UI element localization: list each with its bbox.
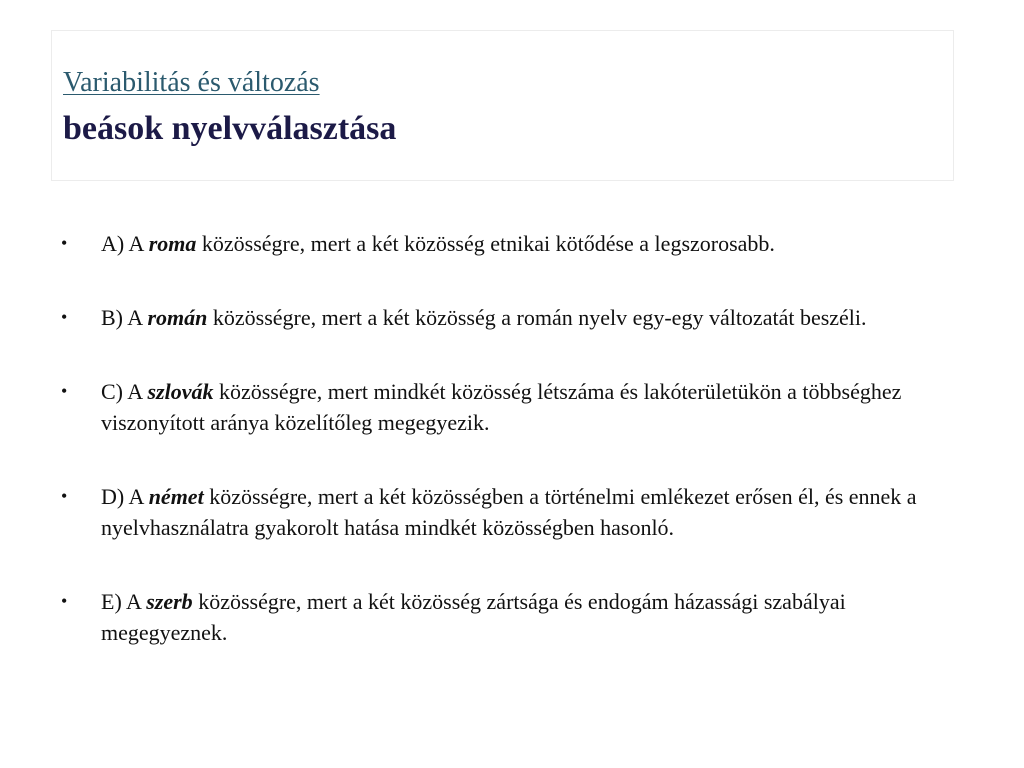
option-emphasis: szerb <box>146 589 193 614</box>
option-emphasis: roma <box>148 231 197 256</box>
option-prefix: D) A <box>101 484 144 509</box>
answer-option-e[interactable] <box>61 586 961 648</box>
answer-option-c[interactable] <box>61 376 961 438</box>
answer-option-a[interactable] <box>61 228 961 259</box>
option-prefix: E) A <box>101 589 141 614</box>
option-emphasis: román <box>147 305 208 330</box>
option-prefix: C) A <box>101 379 142 404</box>
option-text: közösségre, mert a két közösségben a történelmi emlékezet erősen él, és ennek a nyelvhasználatra gyakorolt hatása mindkét közösségben hasonló. <box>101 484 917 540</box>
bullet-icon: • <box>61 591 68 611</box>
option-text: közösségre, mert a két közösség a román nyelv egy-egy változatát beszéli. <box>212 305 867 330</box>
bullet-icon: • <box>61 307 68 327</box>
answer-option-d[interactable] <box>61 481 961 543</box>
title-box <box>51 30 954 181</box>
option-emphasis: szlovák <box>147 379 214 404</box>
answer-option-b[interactable] <box>61 302 961 333</box>
title-link[interactable]: Variabilitás és változás <box>63 67 320 98</box>
option-emphasis: német <box>148 484 204 509</box>
option-text: közösségre, mert mindkét közösség létszáma és lakóterületükön a többséghez viszonyított aránya közelítőleg megegyezik. <box>101 379 902 435</box>
answer-options-list <box>61 228 961 648</box>
bullet-icon: • <box>61 486 68 506</box>
slide-subtitle: beások nyelvválasztása <box>63 110 397 147</box>
option-prefix: A) A <box>101 231 144 256</box>
bullet-icon: • <box>61 381 68 401</box>
option-text: közösségre, mert a két közösség etnikai kötődése a legszorosabb. <box>201 231 775 256</box>
bullet-icon: • <box>61 233 68 253</box>
option-prefix: B) A <box>101 305 142 330</box>
option-text: közösségre, mert a két közösség zártsága és endogám házassági szabályai megegyeznek. <box>101 589 846 645</box>
